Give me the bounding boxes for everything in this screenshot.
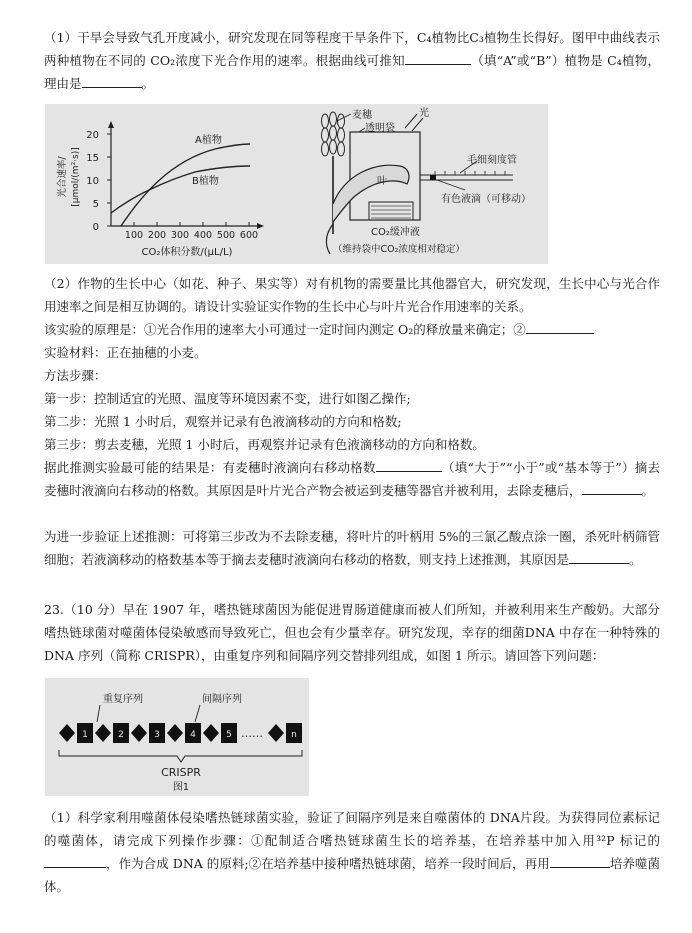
box-number-5: 5 xyxy=(226,730,232,740)
q22-part2-text: （2）作物的生长中心（如花、种子、果实等）对有机物的需要量比其他器官大，研究发现，生长中心与光合作用速率之间是相互协调的。请设计实验证实作物的生长中心与叶片光合作用速率的关系。 xyxy=(44,276,660,314)
result-text-b: （填“大于”“小于”或“基本等于”）摘去麦穗时液滴向右移动的格数。其原因是叶片光合产物会被运到麦穗等器官并被利用，去除麦穗后， xyxy=(44,460,660,498)
q22-part1-text-a: （1）干旱会导致气孔开度减小，研究发现在同等程度干旱条件下，C₄植物比C₃植物生长得好。图甲中曲线表示两种植物在不同的 CO₂浓度下光合作用的速率。根据曲线可推知 xyxy=(44,30,660,68)
answer-blank-7[interactable] xyxy=(44,853,106,868)
label-tube: 毛细刻度管 xyxy=(467,155,517,166)
curve-a-label: A植物 xyxy=(195,135,222,146)
step-2: 第二步：光照 1 小时后，观察并记录有色液滴移动的方向和格数; xyxy=(44,414,402,429)
label-droplet: 有色液滴（可移动） xyxy=(441,194,531,205)
answer-blank-6[interactable] xyxy=(569,549,629,564)
box-number-n: n xyxy=(291,730,297,740)
q23-part1-text-b: ，作为合成 DNA 的原料;②在培养基中接种嗜热链球菌，培养一段时间后，再用 xyxy=(106,856,550,871)
ytick-5: 5 xyxy=(92,199,99,210)
experiment-method: 方法步骤： xyxy=(44,368,107,383)
curve-b-label: B植物 xyxy=(192,176,219,187)
curve-a-plant xyxy=(121,144,250,226)
x-axis-label: CO₂体积分数/(μL/L) xyxy=(141,247,233,258)
q22-part2 xyxy=(44,272,660,456)
q23-intro xyxy=(44,598,660,667)
experiment-principle: 该实验的原理是：①光合作用的速率大小可通过一定时间内测定 O₂的释放量来确定；② xyxy=(44,322,526,337)
step-3: 第三步：剪去麦穗，光照 1 小时后，再观察并记录有色液滴移动的方向和格数。 xyxy=(44,437,485,452)
verification-text: 为进一步验证上述推测：可将第三步改为不去除麦穗，将叶片的叶柄用 5%的三氯乙酸点涂一圈，杀死叶柄筛管细胞；若液滴移动的格数基本等于摘去麦穗时液滴向右移动的格数，则支持上述推测，其原因是 xyxy=(44,529,660,567)
q23-intro-text: 23.（10 分）早在 1907 年，嗜热链球菌因为能促进胃肠道健康而被人们所知，并被利用来生产酸奶。大部分嗜热链球菌对噬菌体侵染敏感而导致死亡，但也会有少量幸存。研究发现，幸存的细菌DNA 中存在一种特殊的 DNA 序列（简称 CRISPR），由重复序列和间隔序列交替排列组成，如图 1 所示。请回答下列问题： xyxy=(44,602,660,663)
figure-1-caption: 图1 xyxy=(172,782,190,793)
result-text-a: 据此推测实验最可能的结果是：有麦穗时液滴向右移动格数 xyxy=(44,460,376,475)
result-text-c: 。 xyxy=(641,483,655,498)
xtick-200: 200 xyxy=(147,230,167,241)
ytick-15: 15 xyxy=(86,153,99,164)
figure-yi-apparatus xyxy=(295,104,548,264)
ellipsis-dots: …… xyxy=(241,727,263,740)
experiment-materials: 实验材料：正在抽穗的小麦。 xyxy=(44,345,207,360)
answer-blank-1[interactable] xyxy=(405,50,471,65)
verification-text-end: 。 xyxy=(629,552,642,567)
figure-yi-caption: （维持袋中CO₂浓度相对稳定） xyxy=(333,244,465,255)
box-number-1: 1 xyxy=(82,730,88,740)
q23-part1-text-c: 培养噬菌体。 xyxy=(44,856,660,894)
answer-blank-3[interactable] xyxy=(526,319,594,334)
crispr-brace xyxy=(59,750,302,762)
answer-blank-2[interactable] xyxy=(82,73,142,88)
figure-jia-graph xyxy=(45,104,295,264)
label-leaf: 叶 xyxy=(377,176,387,187)
answer-blank-8[interactable] xyxy=(550,853,610,868)
box-number-4: 4 xyxy=(190,730,196,740)
label-spacer-sequence: 间隔序列 xyxy=(202,694,242,705)
q22-result xyxy=(44,456,660,502)
y-axis-label-top: 光合速率/ xyxy=(57,156,68,198)
ytick-10: 10 xyxy=(86,176,99,187)
label-bag: 透明袋 xyxy=(365,123,395,134)
figure-1-crispr xyxy=(45,678,309,796)
box-number-3: 3 xyxy=(154,730,160,740)
xtick-300: 300 xyxy=(170,230,190,241)
box-number-2: 2 xyxy=(118,730,124,740)
label-buffer: CO₂缓冲液 xyxy=(371,227,420,238)
label-wheat: 麦穗 xyxy=(352,110,372,121)
y-axis-label-bottom: [μmol/(m²·s)] xyxy=(71,147,81,207)
xtick-600: 600 xyxy=(239,230,259,241)
q22-part1-text-b: （填“A”或“B”）植物是 C₄植物，理由是 xyxy=(44,53,660,91)
label-light: 光 xyxy=(419,108,429,119)
ytick-20: 20 xyxy=(86,130,99,141)
answer-blank-5[interactable] xyxy=(582,480,642,495)
label-repeat-sequence: 重复序列 xyxy=(103,694,143,705)
xtick-500: 500 xyxy=(216,230,236,241)
q22-part1-text-c: 。 xyxy=(141,76,155,91)
xtick-400: 400 xyxy=(193,230,213,241)
co2-buffer-dish xyxy=(369,202,413,220)
step-1: 第一步：控制适宜的光照、温度等环境因素不变，进行如图乙操作; xyxy=(44,391,411,406)
leaf xyxy=(333,165,409,222)
q22-part1 xyxy=(44,26,660,95)
q23-part1-text-a: （1）科学家利用噬菌体侵染嗜热链球菌实验，验证了间隔序列是来自噬菌体的 DNA片段。为获得同位素标记的噬菌体，请完成下列操作步骤：①配制适合嗜热链球菌生长的培养基，在培养基中加入用³²P 标记的 xyxy=(44,810,660,848)
ytick-0: 0 xyxy=(92,222,99,233)
crispr-label: CRISPR xyxy=(161,766,201,779)
colored-droplet xyxy=(430,175,436,180)
q23-part1 xyxy=(44,806,660,898)
curve-b-plant xyxy=(111,166,250,213)
xtick-100: 100 xyxy=(124,230,144,241)
q22-verification xyxy=(44,525,660,571)
answer-blank-4[interactable] xyxy=(376,457,442,472)
